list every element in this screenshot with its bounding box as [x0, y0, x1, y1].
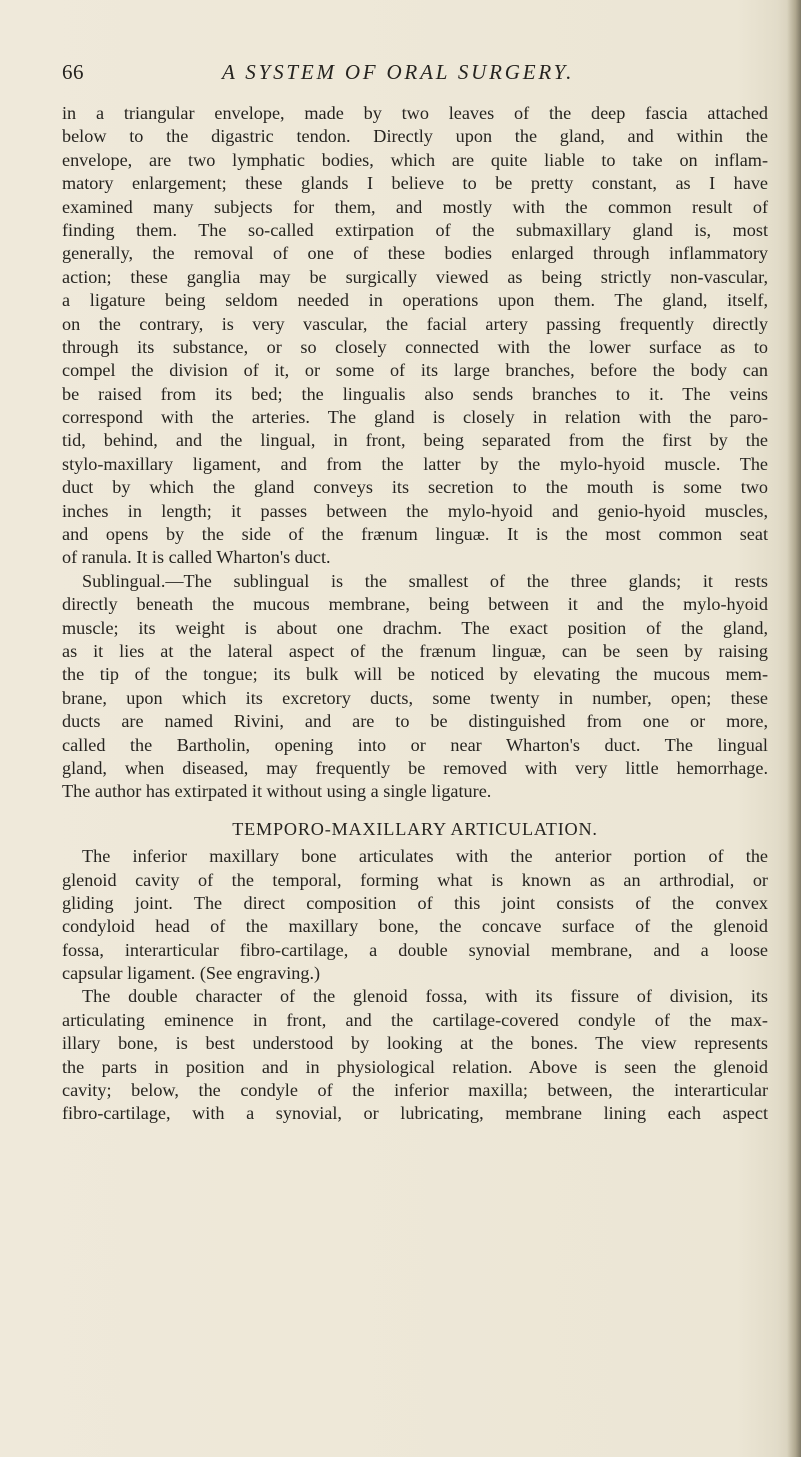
text-line: gliding joint. The direct composition of this joint consists of the convex: [62, 892, 768, 913]
text-line: correspond with the arteries. The gland is closely in relation with the paro-: [62, 407, 768, 428]
text-line: The double character of the glenoid fossa, with its fissure of division, its: [82, 986, 768, 1007]
text-line: Sublingual.—The sublingual is the smallest of the three glands; it rests: [82, 570, 768, 591]
text-line: gland, when diseased, may frequently be removed with very little hemorrhage.: [62, 757, 768, 778]
text-line: below to the digastric tendon. Directly upon the gland, and within the: [62, 126, 768, 147]
text-line: muscle; its weight is about one drachm. The exact position of the gland,: [62, 617, 768, 638]
running-title: A SYSTEM OF ORAL SURGERY.: [222, 60, 575, 84]
body-text: [62, 102, 768, 1126]
text-line: inches in length; it passes between the mylo-hyoid and genio-hyoid muscles,: [62, 500, 768, 521]
text-line: called the Bartholin, opening into or near Wharton's duct. The lingual: [62, 734, 768, 755]
text-line: fibro-cartilage, with a synovial, or lubricating, membrane lining each aspect: [62, 1103, 768, 1124]
text-line: and opens by the side of the frænum linguæ. It is the most common seat: [62, 524, 768, 545]
text-line: articulating eminence in front, and the cartilage-covered condyle of the max-: [62, 1009, 768, 1030]
text-line: directly beneath the mucous membrane, being between it and the mylo-hyoid: [62, 594, 768, 615]
text-line: as it lies at the lateral aspect of the frænum linguæ, can be seen by raising: [62, 640, 768, 661]
text-line: illary bone, is best understood by looking at the bones. The view represents: [62, 1033, 768, 1054]
text-line: The author has extirpated it without using a single ligature.: [62, 781, 492, 802]
text-line: matory enlargement; these glands I believe to be pretty constant, as I have: [62, 173, 768, 194]
text-line: brane, upon which its excretory ducts, some twenty in number, open; these: [62, 687, 768, 708]
text-line: cavity; below, the condyle of the inferior maxilla; between, the interarticular: [62, 1080, 768, 1101]
page-number: 66: [62, 60, 84, 84]
text-line: ducts are named Rivini, and are to be distinguished from one or more,: [62, 711, 768, 732]
text-line: envelope, are two lymphatic bodies, which are quite liable to take on inflam-: [62, 149, 768, 170]
text-line: capsular ligament. (See engraving.): [62, 963, 321, 984]
text-line: glenoid cavity of the temporal, forming what is known as an arthrodial, or: [62, 869, 768, 890]
text-line: The inferior maxillary bone articulates with the anterior portion of the: [82, 846, 768, 867]
text-line: fossa, interarticular fibro-cartilage, a double synovial membrane, and a loose: [62, 939, 768, 960]
text-line: compel the division of it, or some of its large branches, before the body can: [62, 360, 768, 381]
text-line: examined many subjects for them, and mostly with the common result of: [62, 196, 768, 217]
page-edge-shadow: [787, 0, 801, 1457]
text-line: generally, the removal of one of these bodies enlarged through inflammatory: [62, 243, 768, 264]
text-line: through its substance, or so closely connected with the lower surface as to: [62, 336, 768, 357]
text-line: stylo-maxillary ligament, and from the latter by the mylo-hyoid muscle. The: [62, 453, 768, 474]
text-line: duct by which the gland conveys its secretion to the mouth is some two: [62, 477, 768, 498]
text-line: the tip of the tongue; its bulk will be noticed by elevating the mucous mem-: [62, 664, 768, 685]
text-line: condyloid head of the maxillary bone, the concave surface of the glenoid: [62, 916, 768, 937]
text-line: be raised from its bed; the lingualis also sends branches to it. The veins: [62, 383, 768, 404]
page-header: [62, 60, 762, 86]
text-line: action; these ganglia may be surgically viewed as being strictly non-vascular,: [62, 266, 768, 287]
text-line: of ranula. It is called Wharton's duct.: [62, 547, 331, 568]
text-line: tid, behind, and the lingual, in front, being separated from the first by the: [62, 430, 768, 451]
text-line: finding them. The so-called extirpation of the submaxillary gland is, most: [62, 219, 768, 240]
text-line: the parts in position and in physiological relation. Above is seen the glenoid: [62, 1056, 768, 1077]
text-line: a ligature being seldom needed in operations upon them. The gland, itself,: [62, 290, 768, 311]
section-heading: TEMPORO-MAXILLARY ARTICULATION.: [232, 818, 598, 839]
text-line: on the contrary, is very vascular, the facial artery passing frequently directly: [62, 313, 768, 334]
text-line: in a triangular envelope, made by two leaves of the deep fascia attached: [62, 103, 768, 123]
